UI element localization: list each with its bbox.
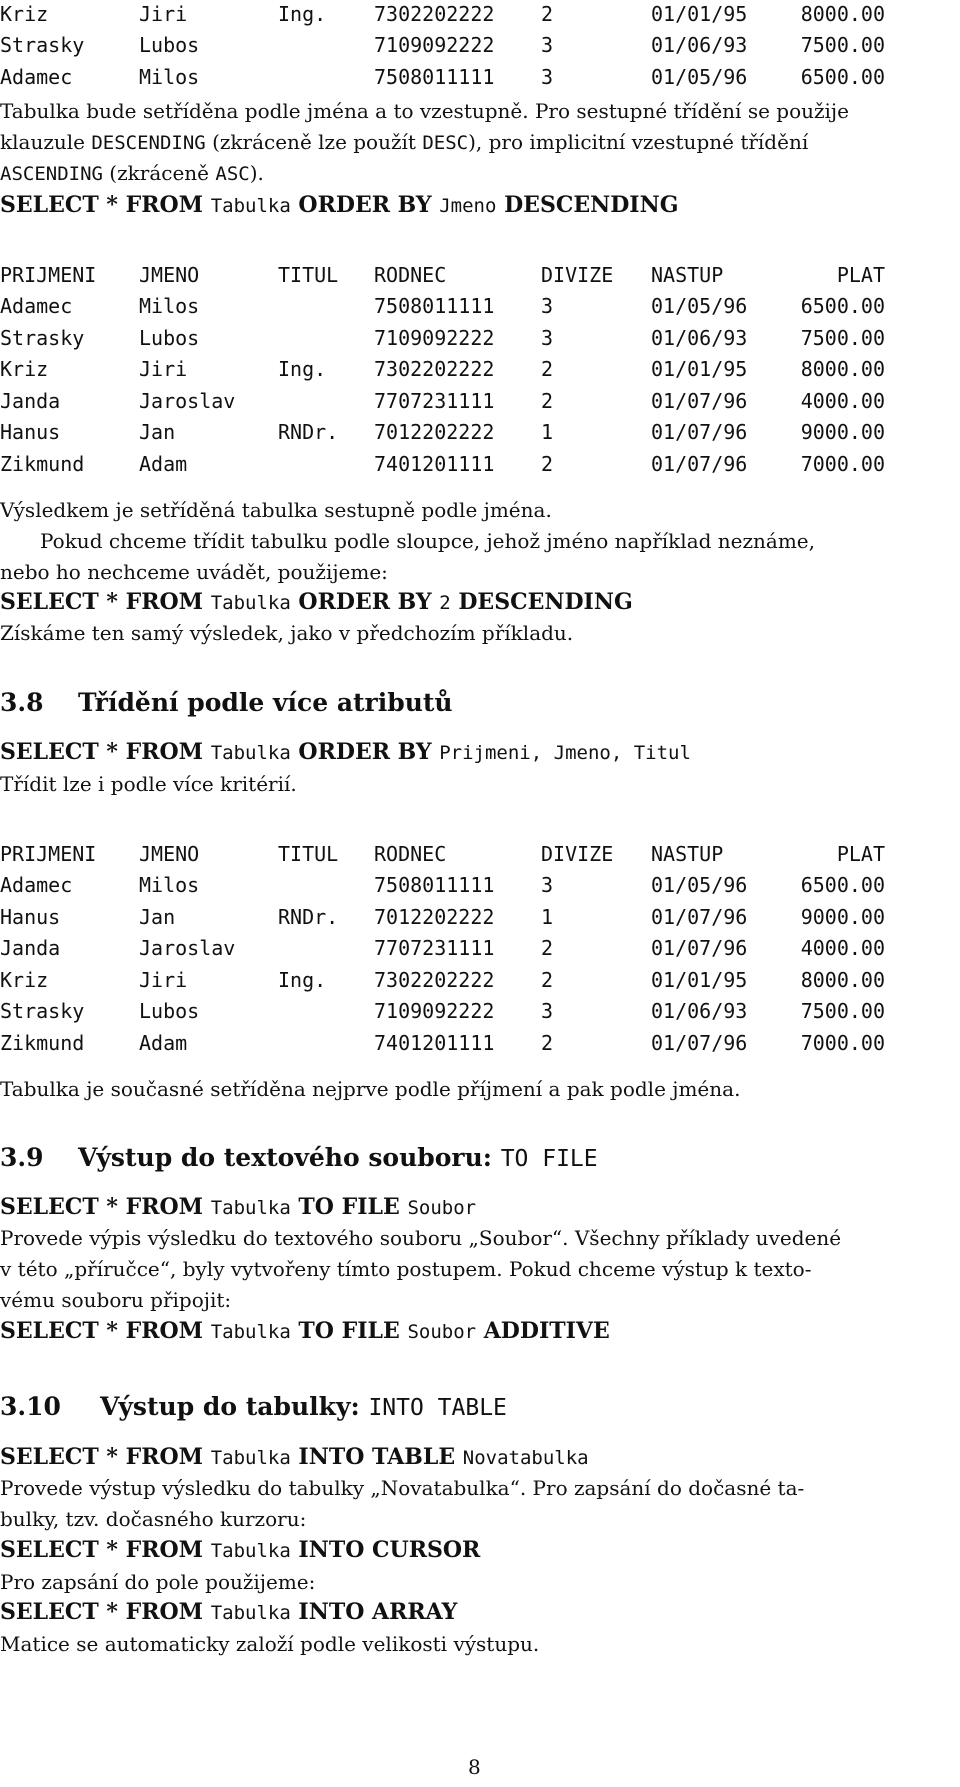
command-order-by-column: SELECT * FROM Tabulka ORDER BY 2 DESCENDING (0, 589, 633, 615)
table-cell (278, 385, 374, 417)
table-cell: Kriz (0, 357, 49, 382)
table-cell: RNDr. (278, 420, 339, 445)
code-desc: DESC (422, 132, 469, 154)
column-header-rodnec: RODNEC (374, 841, 447, 866)
table-row (0, 933, 885, 965)
table-cell (278, 30, 374, 62)
table-cell: Lubos (139, 325, 200, 350)
column-header-titul: TITUL (278, 262, 339, 287)
table-cell: Jiri (139, 1, 188, 26)
table-cell: 9000.00 (800, 904, 885, 929)
table-row (0, 964, 885, 996)
page-number: 8 (468, 1755, 481, 1779)
table-row (0, 354, 885, 386)
table-row (0, 385, 885, 417)
table-cell: 2 (541, 1, 554, 26)
table-cell (278, 322, 374, 354)
table-row (0, 30, 885, 62)
top-rows-table (0, 0, 885, 93)
table-cell: Ing. (278, 357, 327, 382)
table-cell: Jaroslav (139, 936, 236, 961)
section-heading-3-9: 3.9 Výstup do textového souboru: TO FILE (0, 1143, 598, 1172)
table-cell: 2 (541, 936, 554, 961)
paragraph-sorted-by-surname: Tabulka je současné setříděna nejprve podle příjmení a pak podle jména. (0, 1077, 741, 1101)
table-cell: 3 (541, 873, 554, 898)
table-cell: Jiri (139, 357, 188, 382)
table-cell: 7500.00 (800, 325, 885, 350)
table-cell (278, 448, 374, 480)
table-cell: Jiri (139, 967, 188, 992)
table-cell: 7000.00 (800, 1030, 885, 1055)
table-cell: 01/07/96 (651, 1030, 748, 1055)
table-cell: 8000.00 (800, 357, 885, 382)
table-cell: Kriz (0, 1, 49, 26)
table-cell: Adamec (0, 294, 73, 319)
table-cell: 3 (541, 325, 554, 350)
table-cell (278, 933, 374, 965)
table-cell: 7109092222 (374, 999, 495, 1024)
table-cell: 01/01/95 (651, 357, 748, 382)
table-cell: 6500.00 (800, 294, 885, 319)
table-cell: Lubos (139, 33, 200, 58)
table-cell: 9000.00 (800, 420, 885, 445)
table-cell: 4000.00 (800, 388, 885, 413)
table-cell: Ing. (278, 1, 327, 26)
table-cell: 01/01/95 (651, 967, 748, 992)
table-cell: 7508011111 (374, 294, 495, 319)
paragraph-to-file-line1: Provede výpis výsledku do textového souboru „Soubor“. Všechny příklady uvedené (0, 1226, 842, 1250)
paragraph-result-line2: Pokud chceme třídit tabulku podle sloupce, jehož jméno například neznáme, (40, 529, 815, 553)
table-cell: Kriz (0, 967, 49, 992)
result-table-descending (0, 259, 885, 480)
code-ascending: ASCENDING (0, 163, 103, 185)
paragraph-sort-intro-line1: Tabulka bude setříděna podle jména a to vzestupně. Pro sestupné třídění se použije (0, 99, 849, 123)
table-cell: 01/07/96 (651, 451, 748, 476)
table-cell: Milos (139, 64, 200, 89)
table-cell: 01/05/96 (651, 873, 748, 898)
table-cell: Milos (139, 873, 200, 898)
paragraph-to-file-line3: vému souboru připojit: (0, 1288, 232, 1312)
table-cell: 7500.00 (800, 999, 885, 1024)
command-into-table: SELECT * FROM Tabulka INTO TABLE Novatabulka (0, 1444, 589, 1470)
table-cell: 2 (541, 451, 554, 476)
table-cell: 2 (541, 357, 554, 382)
paragraph-multi-criteria: Třídit lze i podle více kritérií. (0, 772, 297, 796)
table-cell (278, 1027, 374, 1059)
command-to-file: SELECT * FROM Tabulka TO FILE Soubor (0, 1194, 477, 1220)
table-cell: 4000.00 (800, 936, 885, 961)
table-cell: 1 (541, 420, 554, 445)
table-cell: 2 (541, 1030, 554, 1055)
code-into-table: INTO TABLE (368, 1395, 507, 1421)
table-cell: RNDr. (278, 904, 339, 929)
table-cell: 8000.00 (800, 1, 885, 26)
table-row (0, 61, 885, 93)
table-cell: 01/05/96 (651, 64, 748, 89)
table-cell: 3 (541, 64, 554, 89)
table-row (0, 417, 885, 449)
table-cell: 01/06/93 (651, 33, 748, 58)
table-cell: 7707231111 (374, 936, 495, 961)
table-cell: 01/06/93 (651, 999, 748, 1024)
table-cell: Strasky (0, 999, 85, 1024)
table-cell (278, 291, 374, 323)
table-cell: 6500.00 (800, 64, 885, 89)
table-cell: 7012202222 (374, 420, 495, 445)
table-cell: 7508011111 (374, 873, 495, 898)
table-cell: 3 (541, 294, 554, 319)
column-header-divize: DIVIZE (541, 262, 614, 287)
table-cell: Adam (139, 451, 188, 476)
table-cell: Adamec (0, 64, 73, 89)
paragraph-sort-intro-line3: ASCENDING (zkráceně ASC). (0, 161, 264, 185)
table-cell: 01/07/96 (651, 904, 748, 929)
table-cell: 2 (541, 967, 554, 992)
table-cell: Adamec (0, 873, 73, 898)
table-cell: 3 (541, 999, 554, 1024)
column-header-plat: PLAT (836, 262, 885, 287)
table-cell: Jan (139, 420, 176, 445)
table-cell: 7302202222 (374, 967, 495, 992)
table-cell: 7401201111 (374, 1030, 495, 1055)
table-cell: 7000.00 (800, 451, 885, 476)
table-row (0, 996, 885, 1028)
table-cell: 01/07/96 (651, 420, 748, 445)
table-cell: Ing. (278, 967, 327, 992)
column-header-titul: TITUL (278, 841, 339, 866)
table-cell: Janda (0, 936, 61, 961)
code-asc: ASC (215, 163, 250, 185)
table-cell: Jaroslav (139, 388, 236, 413)
table-cell: 7508011111 (374, 64, 495, 89)
table-cell: 01/01/95 (651, 1, 748, 26)
code-descending: DESCENDING (91, 132, 206, 154)
table-cell: 7012202222 (374, 904, 495, 929)
table-row (0, 0, 885, 30)
paragraph-matrix-auto: Matice se automaticky založí podle velikosti výstupu. (0, 1632, 540, 1656)
table-cell: Zikmund (0, 451, 85, 476)
table-cell: Lubos (139, 999, 200, 1024)
table-cell: 7500.00 (800, 33, 885, 58)
table-cell (278, 996, 374, 1028)
table-row (0, 870, 885, 902)
table-cell: 01/07/96 (651, 388, 748, 413)
column-header-nastup: NASTUP (651, 262, 724, 287)
table-cell: Milos (139, 294, 200, 319)
table-cell: 2 (541, 388, 554, 413)
paragraph-into-array-intro: Pro zapsání do pole použijeme: (0, 1570, 316, 1594)
column-header-jmeno: JMENO (139, 841, 200, 866)
column-header-jmeno: JMENO (139, 262, 200, 287)
table-cell: 6500.00 (800, 873, 885, 898)
command-order-by-desc: SELECT * FROM Tabulka ORDER BY Jmeno DESCENDING (0, 192, 679, 218)
column-header-plat: PLAT (836, 841, 885, 866)
column-header-nastup: NASTUP (651, 841, 724, 866)
table-cell: Strasky (0, 325, 85, 350)
table-cell: Adam (139, 1030, 188, 1055)
result-table-multi-sort (0, 838, 885, 1059)
paragraph-sort-intro-line2: klauzule DESCENDING (zkráceně lze použít DESC), pro implicitní vzestupné třídění (0, 130, 809, 154)
paragraph-into-table-line2: bulky, tzv. dočasného kurzoru: (0, 1507, 307, 1531)
paragraph-into-table-line1: Provede výstup výsledku do tabulky „Novatabulka“. Pro zapsání do dočasné ta- (0, 1476, 805, 1500)
column-header-prijmeni: PRIJMENI (0, 262, 97, 287)
column-header-rodnec: RODNEC (374, 262, 447, 287)
table-cell: Janda (0, 388, 61, 413)
table-cell: 7707231111 (374, 388, 495, 413)
table-cell: Hanus (0, 904, 61, 929)
command-into-cursor: SELECT * FROM Tabulka INTO CURSOR (0, 1537, 481, 1563)
table-cell: Zikmund (0, 1030, 85, 1055)
paragraph-result-line1: Výsledkem je setříděná tabulka sestupně podle jména. (0, 498, 552, 522)
table-cell (278, 61, 374, 93)
table-cell: 3 (541, 33, 554, 58)
table-cell (278, 870, 374, 902)
table-cell: 01/07/96 (651, 936, 748, 961)
table-row (0, 322, 885, 354)
table-cell: 7302202222 (374, 1, 495, 26)
section-heading-3-10: 3.10 Výstup do tabulky: INTO TABLE (0, 1392, 507, 1421)
paragraph-result-line3: nebo ho nechceme uvádět, použijeme: (0, 560, 388, 584)
column-header-prijmeni: PRIJMENI (0, 841, 97, 866)
paragraph-same-result: Získáme ten samý výsledek, jako v předchozím příkladu. (0, 621, 574, 645)
table-cell: 1 (541, 904, 554, 929)
code-to-file: TO FILE (500, 1146, 598, 1172)
table-row (0, 1027, 885, 1059)
table-cell: 7109092222 (374, 325, 495, 350)
table-cell: 8000.00 (800, 967, 885, 992)
table-cell: Jan (139, 904, 176, 929)
table-cell: 01/05/96 (651, 294, 748, 319)
command-into-array: SELECT * FROM Tabulka INTO ARRAY (0, 1599, 458, 1625)
table-row (0, 448, 885, 480)
paragraph-to-file-line2: v této „příručce“, byly vytvořeny tímto postupem. Pokud chceme výstup k texto- (0, 1257, 812, 1281)
table-row (0, 291, 885, 323)
table-cell: 01/06/93 (651, 325, 748, 350)
section-heading-3-8: 3.8 Třídění podle více atributů (0, 688, 453, 717)
table-cell: 7109092222 (374, 33, 495, 58)
command-to-file-additive: SELECT * FROM Tabulka TO FILE Soubor ADDITIVE (0, 1318, 610, 1344)
table-cell: Strasky (0, 33, 85, 58)
table-cell: 7401201111 (374, 451, 495, 476)
command-order-by-multiple: SELECT * FROM Tabulka ORDER BY Prijmeni, Jmeno, Titul (0, 739, 691, 765)
table-cell: Hanus (0, 420, 61, 445)
table-row (0, 901, 885, 933)
table-cell: 7302202222 (374, 357, 495, 382)
column-header-divize: DIVIZE (541, 841, 614, 866)
